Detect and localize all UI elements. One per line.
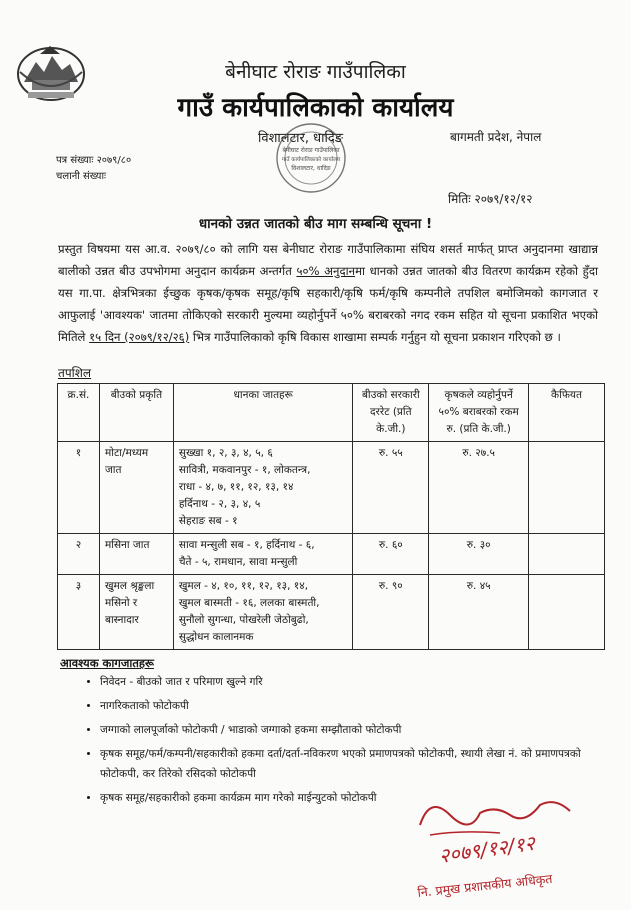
notice-subject: धानको उन्नत जातको बीउ माग सम्बन्धि सूचना ! — [198, 216, 433, 232]
letter-number: पत्र संख्याः २०७९/८० — [56, 155, 132, 166]
row-farmer-share: रु. ३० — [429, 534, 529, 575]
notice-part-1: प्रस्तुत विषयमा यस आ.व. २०७९/८० को लागि यस बेनीघाट रोराङ गाउँपालिकामा संघिय शसर्त मार्फत् प्राप्त अनुदानमा खाद्यान्न बालीको उन्नत बीउ उपभोगमा अनुदान कार्यक्रम अन्तर्गत — [58, 242, 598, 278]
table-row — [58, 534, 605, 575]
notice-deadline-underlined: १५ दिन (२०७९/१२/२६) — [89, 330, 190, 344]
header-remarks: कैफियत — [529, 384, 605, 442]
row-govt-rate: रु. ६० — [353, 534, 429, 575]
row-sn: १ — [58, 442, 100, 534]
table-header-row — [58, 384, 605, 442]
signature-date: २०७९/१२/१२ — [437, 830, 537, 868]
variety-line: सुद्धोधन कालानमक — [178, 631, 254, 643]
office-title: गाउँ कार्यपालिकाको कार्यालय — [177, 93, 454, 123]
notice-part-2: मा धानको उन्नत जातको बीउ वितरण कार्यक्रम रहेको हुँदा यस गा.पा. क्षेत्रभित्रका ईच्छुक कृषक/कृषक समूह/कृषि सहकारी/कृषि फर्म/कृषि कम्पनीले तपशिल बमोजिमको कागजात र आफुलाई 'आवश्यक' जातमा तोकिएको सरकारी मुल्यमा व्यहोर्नुपर्ने ५०% बराबरको नगद रकम सहित यो सूचना प्रकाशित भएको मितिले — [58, 264, 598, 344]
row-farmer-share: रु. २७.५ — [429, 442, 529, 534]
list-item: • नागरिकताको फोटोकपी — [100, 696, 600, 716]
signature-title: नि. प्रमुख प्रशासकीय अधिकृत — [416, 870, 554, 900]
variety-line: सुख्खा १, २, ३, ४, ५, ६ — [178, 447, 273, 459]
variety-line: राधा - ४, ७, ११, १२, १३, १४ — [178, 481, 294, 493]
dispatch-number: चलानी संख्याः — [56, 171, 107, 182]
list-item: • कृषक समूह/फर्म/कम्पनी/सहकारीको हकमा दर्ता/दर्ता-नविकरण भएको प्रमाणपत्रको फोटोकपी, स्थायी लेखा नं. को प्रमाणपत्रको फोटोकपी, कर तिरेको रसिदको फोटोकपी — [100, 744, 600, 784]
variety-line: सावा मन्सुली सब - १, हर्दिनाथ - ६, — [178, 539, 315, 551]
stamp-line-2: गाउँ कार्यपालिकाको कार्यालय — [281, 157, 341, 163]
row-varieties — [173, 442, 353, 534]
row-seed-type: मसिना जात — [99, 534, 173, 575]
header-varieties: धानका जातहरू — [173, 384, 353, 442]
variety-line: सावित्री, मकवानपुर - १, लोकतन्त्र, — [178, 464, 311, 476]
row-sn: २ — [58, 534, 100, 575]
row-remarks — [529, 575, 605, 650]
table-caption: तपशिल — [58, 366, 92, 380]
header-govt-rate: बीउको सरकारी दररेट (प्रति के.जी.) — [353, 384, 429, 442]
row-varieties — [173, 575, 353, 650]
office-name: बेनीघाट रोराङ गाउँपालिका — [225, 61, 406, 83]
header-seed-type: बीउको प्रकृति — [99, 384, 173, 442]
list-item: • कृषक समूह/सहकारीको हकमा कार्यक्रम माग गरेको माईन्युटको फोटोकपी — [100, 788, 600, 808]
row-remarks — [529, 442, 605, 534]
table-row — [58, 442, 605, 534]
stamp-line-1: बेनीघाट रोराङ गाउँपालिका — [282, 147, 340, 154]
list-item: • जग्गाको लालपूर्जाको फोटोकपी / भाडाको जग्गाको हकमा सम्झौताको फोटोकपी — [100, 720, 600, 740]
handwritten-signature — [400, 785, 610, 903]
row-farmer-share: रु. ४५ — [429, 575, 529, 650]
seed-rate-table — [57, 383, 605, 650]
stamp-line-3: विशालटार, धादिङ — [291, 165, 331, 172]
header-farmer-share: कृषकले व्यहोर्नुपर्ने ५०% बराबरको रकम रु. (प्रति के.जी.) — [429, 384, 529, 442]
letter-date: मितिः २०७९/१२/१२ — [448, 192, 533, 206]
documents-title: आवश्यक कागजातहरू — [60, 656, 154, 670]
header-sn: क्र.सं. — [58, 384, 100, 442]
row-seed-type: मोटा/मध्यम जात — [99, 442, 173, 534]
table-row — [58, 575, 605, 650]
variety-line: हर्दिनाथ - २, ३, ४, ५ — [178, 498, 261, 510]
row-govt-rate: रु. ९० — [353, 575, 429, 650]
province-label: बागमती प्रदेश, नेपाल — [450, 130, 542, 144]
variety-line: खुमल - ४, १०, ११, १२, १३, १४, — [178, 580, 309, 592]
row-remarks — [529, 534, 605, 575]
variety-line: सुनौलो सुगन्धा, पोखरेली जेठोबुढो, — [178, 614, 309, 626]
notice-part-3: भित्र गाउँपालिकाको कृषि विकास शाखामा सम्पर्क गर्नुहुन यो सूचना प्रकाशन गरिएको छ । — [192, 330, 561, 344]
row-varieties — [173, 534, 353, 575]
variety-line: सेहराङ सब - १ — [178, 515, 238, 527]
office-address: विशालटार, धादिङ — [258, 131, 344, 146]
variety-line: खुमल बास्मती - १६, ललका बास्मती, — [178, 597, 320, 609]
list-item: • निवेदन - बीउको जात र परिमाण खुल्ने गरि — [100, 672, 600, 692]
office-stamp — [272, 118, 350, 198]
notice-body — [58, 238, 598, 348]
row-govt-rate: रु. ५५ — [353, 442, 429, 534]
notice-subsidy-underlined: ५०% अनुदान — [296, 264, 356, 278]
variety-line: चैते - ५, रामधान, सावा मन्सुली — [178, 556, 298, 568]
row-seed-type: खुमल श्रृङ्खला मसिनो र बास्नादार — [99, 575, 173, 650]
row-sn: ३ — [58, 575, 100, 650]
